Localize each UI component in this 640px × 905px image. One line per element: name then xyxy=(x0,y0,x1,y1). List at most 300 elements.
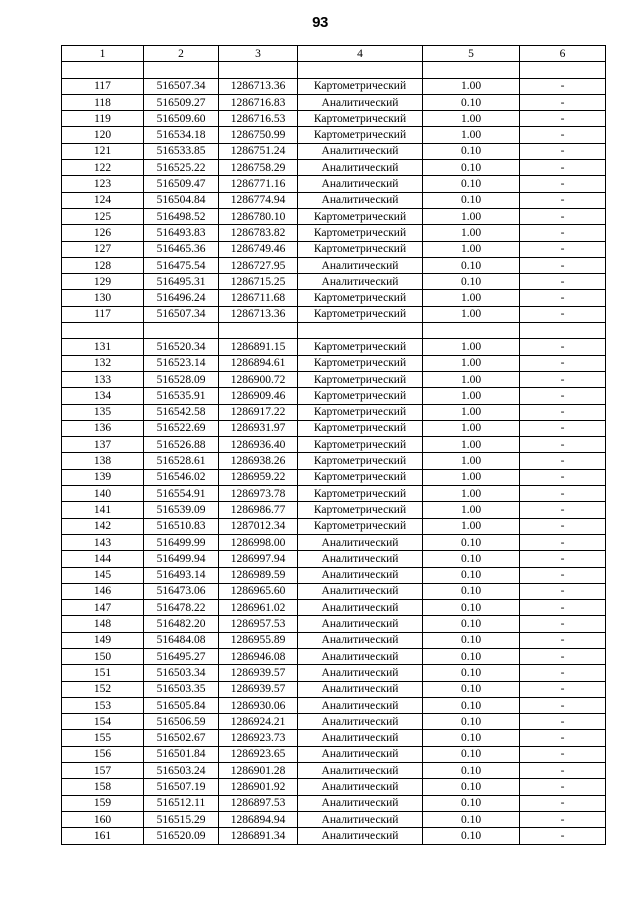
table-cell: 1286751.24 xyxy=(219,143,298,159)
table-cell: 516493.14 xyxy=(144,567,219,583)
table-cell: 0.10 xyxy=(423,600,520,616)
table-cell: 516473.06 xyxy=(144,583,219,599)
table-cell: 1286715.25 xyxy=(219,274,298,290)
table-cell: 1286749.46 xyxy=(219,241,298,257)
table-cell: 516546.02 xyxy=(144,469,219,485)
table-cell: 1286936.40 xyxy=(219,437,298,453)
table-cell: - xyxy=(520,274,606,290)
table-cell: 144 xyxy=(62,551,144,567)
table-cell: 0.10 xyxy=(423,551,520,567)
table-row xyxy=(62,746,606,762)
table-cell: 1286938.26 xyxy=(219,453,298,469)
table-cell: 516504.84 xyxy=(144,192,219,208)
table-cell: 1286946.08 xyxy=(219,648,298,664)
table-cell: - xyxy=(520,616,606,632)
table-cell: 132 xyxy=(62,355,144,371)
table-cell: 516509.27 xyxy=(144,94,219,110)
table-cell: 0.10 xyxy=(423,697,520,713)
table-cell: - xyxy=(520,681,606,697)
table-cell: 153 xyxy=(62,697,144,713)
table-cell: 1286965.60 xyxy=(219,583,298,599)
table-cell: 1286924.21 xyxy=(219,714,298,730)
table-cell: 1.00 xyxy=(423,78,520,94)
table-cell: - xyxy=(520,518,606,534)
table-cell: 1.00 xyxy=(423,388,520,404)
table-cell: 516502.67 xyxy=(144,730,219,746)
table-cell: 1286758.29 xyxy=(219,160,298,176)
table-cell: Картометрический xyxy=(298,306,423,322)
table-cell: 139 xyxy=(62,469,144,485)
table-row xyxy=(62,257,606,273)
table-cell: 160 xyxy=(62,811,144,827)
table-cell: 1286901.28 xyxy=(219,763,298,779)
table-cell: Аналитический xyxy=(298,583,423,599)
table-cell: - xyxy=(520,828,606,844)
table-cell: 1286986.77 xyxy=(219,502,298,518)
table-cell: 151 xyxy=(62,665,144,681)
table-cell: 0.10 xyxy=(423,779,520,795)
table-cell: 121 xyxy=(62,143,144,159)
table-cell: 516507.34 xyxy=(144,306,219,322)
table-cell: 149 xyxy=(62,632,144,648)
table-cell: Аналитический xyxy=(298,192,423,208)
table-cell: 133 xyxy=(62,371,144,387)
table-cell: 1286931.97 xyxy=(219,420,298,436)
table-cell: Аналитический xyxy=(298,616,423,632)
table-cell: Аналитический xyxy=(298,551,423,567)
table-cell: 516528.09 xyxy=(144,371,219,387)
table-cell: Аналитический xyxy=(298,257,423,273)
table-row xyxy=(62,290,606,306)
table-cell: 1286727.95 xyxy=(219,257,298,273)
table-cell: Картометрический xyxy=(298,404,423,420)
table-cell: 1.00 xyxy=(423,502,520,518)
table-cell: 516493.83 xyxy=(144,225,219,241)
table-cell: 516510.83 xyxy=(144,518,219,534)
table-row xyxy=(62,697,606,713)
table-cell: Картометрический xyxy=(298,127,423,143)
table-cell: 0.10 xyxy=(423,632,520,648)
table-cell: Аналитический xyxy=(298,632,423,648)
table-cell: 1.00 xyxy=(423,486,520,502)
table-cell: 1.00 xyxy=(423,127,520,143)
table-cell: Картометрический xyxy=(298,486,423,502)
section-separator-row xyxy=(62,323,606,339)
table-cell: 117 xyxy=(62,78,144,94)
table-cell: 516501.84 xyxy=(144,746,219,762)
table-row xyxy=(62,795,606,811)
table-cell: Аналитический xyxy=(298,763,423,779)
table-cell: 128 xyxy=(62,257,144,273)
table-cell: 516498.52 xyxy=(144,208,219,224)
table-cell: 1286998.00 xyxy=(219,534,298,550)
table-row xyxy=(62,469,606,485)
table-cell: Картометрический xyxy=(298,371,423,387)
column-header: 4 xyxy=(298,46,423,62)
table-cell: 1286780.10 xyxy=(219,208,298,224)
table-cell: - xyxy=(520,648,606,664)
table-row xyxy=(62,551,606,567)
table-row xyxy=(62,600,606,616)
table-cell: Картометрический xyxy=(298,469,423,485)
table-cell: 1286997.94 xyxy=(219,551,298,567)
table-row xyxy=(62,665,606,681)
table-cell: 146 xyxy=(62,583,144,599)
table-cell: 1286901.92 xyxy=(219,779,298,795)
table-cell: 516525.22 xyxy=(144,160,219,176)
table-cell: 127 xyxy=(62,241,144,257)
table-cell: 126 xyxy=(62,225,144,241)
table-cell: 1286894.94 xyxy=(219,811,298,827)
table-cell: 1286716.53 xyxy=(219,111,298,127)
table-cell: Картометрический xyxy=(298,208,423,224)
table-cell: Аналитический xyxy=(298,730,423,746)
table-cell: 1.00 xyxy=(423,469,520,485)
table-cell: 145 xyxy=(62,567,144,583)
table-cell: 143 xyxy=(62,534,144,550)
table-cell: 0.10 xyxy=(423,567,520,583)
table-row xyxy=(62,127,606,143)
table-cell: 0.10 xyxy=(423,828,520,844)
table-cell: - xyxy=(520,697,606,713)
header-row xyxy=(62,46,606,62)
table-cell: Аналитический xyxy=(298,143,423,159)
table-cell: 0.10 xyxy=(423,274,520,290)
table-cell: 1286917.22 xyxy=(219,404,298,420)
table-row xyxy=(62,502,606,518)
table-cell: Картометрический xyxy=(298,290,423,306)
table-cell: 0.10 xyxy=(423,143,520,159)
table-cell: 117 xyxy=(62,306,144,322)
table-cell: 516509.47 xyxy=(144,176,219,192)
table-row xyxy=(62,714,606,730)
table-cell: Картометрический xyxy=(298,518,423,534)
empty-cell xyxy=(219,323,298,339)
column-header: 5 xyxy=(423,46,520,62)
table-cell: 0.10 xyxy=(423,746,520,762)
table-cell: Картометрический xyxy=(298,388,423,404)
table-cell: Аналитический xyxy=(298,746,423,762)
table-cell: 1286771.16 xyxy=(219,176,298,192)
table-cell: Аналитический xyxy=(298,274,423,290)
table-cell: 516515.29 xyxy=(144,811,219,827)
table-cell: 1.00 xyxy=(423,306,520,322)
table-row xyxy=(62,225,606,241)
table-cell: 1.00 xyxy=(423,339,520,355)
table-cell: 142 xyxy=(62,518,144,534)
table-cell: 0.10 xyxy=(423,795,520,811)
table-cell: 1.00 xyxy=(423,437,520,453)
table-row xyxy=(62,306,606,322)
table-cell: 516535.91 xyxy=(144,388,219,404)
table-row xyxy=(62,371,606,387)
table-cell: 1.00 xyxy=(423,355,520,371)
table-cell: 120 xyxy=(62,127,144,143)
table-cell: Аналитический xyxy=(298,176,423,192)
table-row xyxy=(62,94,606,110)
table-cell: 1287012.34 xyxy=(219,518,298,534)
table-cell: 1286973.78 xyxy=(219,486,298,502)
table-cell: - xyxy=(520,469,606,485)
empty-cell xyxy=(144,62,219,78)
table-cell: 134 xyxy=(62,388,144,404)
table-cell: - xyxy=(520,779,606,795)
table-cell: 148 xyxy=(62,616,144,632)
table-row xyxy=(62,681,606,697)
table-cell: 0.10 xyxy=(423,811,520,827)
table-cell: 516507.19 xyxy=(144,779,219,795)
table-cell: 0.10 xyxy=(423,616,520,632)
column-header: 2 xyxy=(144,46,219,62)
table-cell: Аналитический xyxy=(298,779,423,795)
table-cell: 516509.60 xyxy=(144,111,219,127)
table-row xyxy=(62,486,606,502)
table-cell: 516482.20 xyxy=(144,616,219,632)
table-cell: 1286713.36 xyxy=(219,78,298,94)
column-header: 6 xyxy=(520,46,606,62)
table-cell: 516495.31 xyxy=(144,274,219,290)
table-cell: - xyxy=(520,176,606,192)
table-cell: 516478.22 xyxy=(144,600,219,616)
table-cell: - xyxy=(520,143,606,159)
coordinates-table xyxy=(61,45,606,845)
table-cell: 0.10 xyxy=(423,681,520,697)
table-row xyxy=(62,583,606,599)
table-cell: 1286713.36 xyxy=(219,306,298,322)
table-cell: 516499.99 xyxy=(144,534,219,550)
table-cell: 152 xyxy=(62,681,144,697)
table-row xyxy=(62,404,606,420)
table-row xyxy=(62,534,606,550)
table-cell: - xyxy=(520,811,606,827)
table-cell: 1.00 xyxy=(423,518,520,534)
empty-cell xyxy=(219,62,298,78)
empty-cell xyxy=(520,62,606,78)
table-row xyxy=(62,730,606,746)
column-header: 1 xyxy=(62,46,144,62)
table-row xyxy=(62,518,606,534)
table-cell: 516528.61 xyxy=(144,453,219,469)
table-cell: Аналитический xyxy=(298,828,423,844)
table-row xyxy=(62,763,606,779)
table-cell: 516499.94 xyxy=(144,551,219,567)
table-cell: - xyxy=(520,290,606,306)
table-cell: 137 xyxy=(62,437,144,453)
table-cell: 516496.24 xyxy=(144,290,219,306)
table-cell: - xyxy=(520,208,606,224)
table-cell: 1286750.99 xyxy=(219,127,298,143)
table-cell: - xyxy=(520,94,606,110)
table-cell: 516520.09 xyxy=(144,828,219,844)
table-cell: 0.10 xyxy=(423,714,520,730)
table-cell: 1286930.06 xyxy=(219,697,298,713)
table-cell: 1286939.57 xyxy=(219,681,298,697)
table-cell: 516495.27 xyxy=(144,648,219,664)
table-cell: 140 xyxy=(62,486,144,502)
table-cell: 129 xyxy=(62,274,144,290)
empty-cell xyxy=(62,323,144,339)
table-row xyxy=(62,176,606,192)
table-cell: 1286774.94 xyxy=(219,192,298,208)
table-cell: 516522.69 xyxy=(144,420,219,436)
table-row xyxy=(62,355,606,371)
table-cell: Картометрический xyxy=(298,78,423,94)
table-row xyxy=(62,143,606,159)
table-cell: 119 xyxy=(62,111,144,127)
table-cell: - xyxy=(520,632,606,648)
table-cell: 516503.24 xyxy=(144,763,219,779)
table-cell: - xyxy=(520,192,606,208)
table-cell: 123 xyxy=(62,176,144,192)
table-row xyxy=(62,632,606,648)
table-cell: 0.10 xyxy=(423,583,520,599)
table-cell: Аналитический xyxy=(298,665,423,681)
table-cell: Картометрический xyxy=(298,437,423,453)
table-cell: - xyxy=(520,78,606,94)
table-cell: 1286955.89 xyxy=(219,632,298,648)
table-cell: 516505.84 xyxy=(144,697,219,713)
table-cell: 0.10 xyxy=(423,534,520,550)
table-cell: 0.10 xyxy=(423,665,520,681)
table-cell: 159 xyxy=(62,795,144,811)
table-cell: 0.10 xyxy=(423,730,520,746)
table-cell: 0.10 xyxy=(423,257,520,273)
table-cell: 156 xyxy=(62,746,144,762)
page-number: 93 xyxy=(312,14,328,31)
table-cell: 158 xyxy=(62,779,144,795)
table-cell: 1.00 xyxy=(423,404,520,420)
table-cell: Аналитический xyxy=(298,714,423,730)
table-cell: - xyxy=(520,714,606,730)
table-cell: 1.00 xyxy=(423,111,520,127)
table-cell: 1286923.65 xyxy=(219,746,298,762)
table-cell: 516512.11 xyxy=(144,795,219,811)
table-body xyxy=(62,62,606,844)
table-cell: 154 xyxy=(62,714,144,730)
table-row xyxy=(62,420,606,436)
table-cell: 0.10 xyxy=(423,763,520,779)
table-row xyxy=(62,78,606,94)
table-cell: 147 xyxy=(62,600,144,616)
column-header: 3 xyxy=(219,46,298,62)
table-cell: 1286957.53 xyxy=(219,616,298,632)
table-cell: - xyxy=(520,306,606,322)
table-cell: 516520.34 xyxy=(144,339,219,355)
table-row xyxy=(62,208,606,224)
table-cell: 1286900.72 xyxy=(219,371,298,387)
table-cell: 1286894.61 xyxy=(219,355,298,371)
table-cell: - xyxy=(520,600,606,616)
table-cell: Картометрический xyxy=(298,355,423,371)
table-cell: 516533.85 xyxy=(144,143,219,159)
table-cell: - xyxy=(520,583,606,599)
table-row xyxy=(62,648,606,664)
table-cell: Аналитический xyxy=(298,697,423,713)
table-cell: - xyxy=(520,257,606,273)
table-cell: Аналитический xyxy=(298,681,423,697)
table-cell: 0.10 xyxy=(423,192,520,208)
table-cell: 516542.58 xyxy=(144,404,219,420)
table-cell: 516465.36 xyxy=(144,241,219,257)
table-row xyxy=(62,811,606,827)
table-cell: Картометрический xyxy=(298,111,423,127)
table-cell: - xyxy=(520,795,606,811)
table-cell: 1.00 xyxy=(423,371,520,387)
table-cell: - xyxy=(520,160,606,176)
empty-cell xyxy=(423,323,520,339)
table-cell: 138 xyxy=(62,453,144,469)
table-cell: Картометрический xyxy=(298,225,423,241)
table-cell: - xyxy=(520,763,606,779)
table-cell: 1286716.83 xyxy=(219,94,298,110)
table-cell: Аналитический xyxy=(298,534,423,550)
table-cell: 1.00 xyxy=(423,453,520,469)
table-cell: 135 xyxy=(62,404,144,420)
table-cell: 157 xyxy=(62,763,144,779)
table-cell: 516507.34 xyxy=(144,78,219,94)
table-cell: - xyxy=(520,551,606,567)
table-row xyxy=(62,388,606,404)
table-row xyxy=(62,616,606,632)
table-cell: 1.00 xyxy=(423,420,520,436)
table-cell: 1286891.15 xyxy=(219,339,298,355)
table-cell: - xyxy=(520,241,606,257)
empty-cell xyxy=(298,323,423,339)
empty-cell xyxy=(144,323,219,339)
table-row xyxy=(62,160,606,176)
table-cell: - xyxy=(520,388,606,404)
table-cell: 1286959.22 xyxy=(219,469,298,485)
table-cell: Аналитический xyxy=(298,600,423,616)
table-cell: 155 xyxy=(62,730,144,746)
table-cell: Аналитический xyxy=(298,648,423,664)
table-row xyxy=(62,192,606,208)
table-cell: Картометрический xyxy=(298,241,423,257)
table-cell: - xyxy=(520,746,606,762)
table-cell: 124 xyxy=(62,192,144,208)
table-cell: Картометрический xyxy=(298,502,423,518)
table-cell: 1286891.34 xyxy=(219,828,298,844)
empty-cell xyxy=(520,323,606,339)
table-cell: - xyxy=(520,730,606,746)
empty-cell xyxy=(298,62,423,78)
table-cell: 136 xyxy=(62,420,144,436)
table-row xyxy=(62,437,606,453)
table-cell: - xyxy=(520,371,606,387)
table-cell: 1.00 xyxy=(423,208,520,224)
table-header xyxy=(62,46,606,62)
table-cell: 1286923.73 xyxy=(219,730,298,746)
table-row xyxy=(62,567,606,583)
table-cell: 516534.18 xyxy=(144,127,219,143)
table-cell: Аналитический xyxy=(298,94,423,110)
table-cell: 1.00 xyxy=(423,290,520,306)
table-cell: 1.00 xyxy=(423,241,520,257)
table-cell: 0.10 xyxy=(423,160,520,176)
table-cell: 1.00 xyxy=(423,225,520,241)
table-cell: 0.10 xyxy=(423,94,520,110)
table-cell: - xyxy=(520,225,606,241)
table-cell: 1286711.68 xyxy=(219,290,298,306)
table-cell: 141 xyxy=(62,502,144,518)
empty-cell xyxy=(423,62,520,78)
table-cell: 516503.34 xyxy=(144,665,219,681)
table-cell: 516506.59 xyxy=(144,714,219,730)
table-cell: 1286897.53 xyxy=(219,795,298,811)
table-cell: Аналитический xyxy=(298,567,423,583)
table-row xyxy=(62,111,606,127)
table-cell: 516523.14 xyxy=(144,355,219,371)
